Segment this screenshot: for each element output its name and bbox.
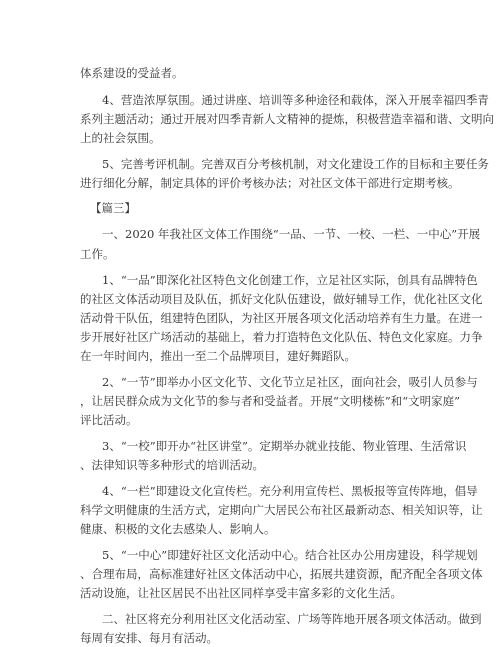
section-heading: 【篇三】 <box>90 201 136 215</box>
text-line: 、合理布局，高标准建好社区文体活动中心，拓展共建资源，配齐配全各项文体 <box>80 567 483 581</box>
text-line: 活动设施，让社区居民不出社区同样享受丰富多彩的文化生活。 <box>80 586 402 600</box>
text-line: 上的社会氛围。 <box>80 131 161 145</box>
text-line: 系列主题活动；通过开展对四季青新人文精神的提炼，积极营造幸福和谐、文明向 <box>80 112 494 126</box>
text-line: 每周有安排、每月有活动。 <box>80 631 218 645</box>
text-line: 科学文明健康的生活方式，定期向广大居民公布社区最新动态、相关知识等，让 <box>80 503 483 517</box>
text-line: 3、“一校”即开办“社区讲堂”。定期举办就业技能、物业管理、生活常识 <box>102 439 467 453</box>
text-line: 1、“一品”即深化社区特色文化创建工作，立足社区实际，创具有品牌特色 <box>102 273 478 287</box>
text-line: 5、完善考评机制。完善双百分考核机制，对文化建设工作的目标和主要任务 <box>102 157 489 171</box>
text-line: ，让居民群众成为文化节的参与者和受益者。开展“文明楼栋”和“文明家庭” <box>80 394 461 408</box>
text-line: 2、“一节”即举办小区文化节、文化节立足社区，面向社会，吸引人员参与 <box>102 375 478 389</box>
text-line: 二、社区将充分利用社区文化活动室、广场等阵地开展各项文体活动。做到 <box>102 612 482 626</box>
text-line: 一、2020 年我社区文体工作围绕“一品、一节、一校、一栏、一中心”开展 <box>102 227 481 241</box>
text-line: 、法律知识等多种形式的培训活动。 <box>80 458 264 472</box>
text-line: 活动骨干队伍，组建特色团队，为社区开展各项文化活动培养有生力量。在进一 <box>80 311 483 325</box>
text-line: 评比活动。 <box>80 413 138 427</box>
text-line: 进行细化分解，制定具体的评价考核办法；对社区文体干部进行定期考核。 <box>80 176 460 190</box>
text-line: 工作。 <box>80 247 115 261</box>
text-line: 5、“一中心”即建好社区文化活动中心。结合社区办公用房建设，科学规划 <box>102 548 478 562</box>
text-line: 4、“一栏”即建设文化宣传栏。充分利用宣传栏、黑板报等宣传阵地，倡导 <box>102 484 478 498</box>
text-line: 健康、积极的文化去感染人、影响人。 <box>80 522 276 536</box>
text-line: 的社区文体活动项目及队伍，抓好文化队伍建设，做好辅导工作，优化社区文化 <box>80 292 483 306</box>
text-line: 4、营造浓厚氛围。通过讲座、培训等多种途径和载体，深入开展幸福四季青 <box>102 93 489 107</box>
text-line: 在一年时间内，推出一至二个品牌项目，建好舞蹈队。 <box>80 349 356 363</box>
text-line: 步开展好社区广场活动的基础上，着力打造特色文化队伍、特色文化家庭。力争 <box>80 330 483 344</box>
text-line: 体系建设的受益者。 <box>80 66 184 80</box>
